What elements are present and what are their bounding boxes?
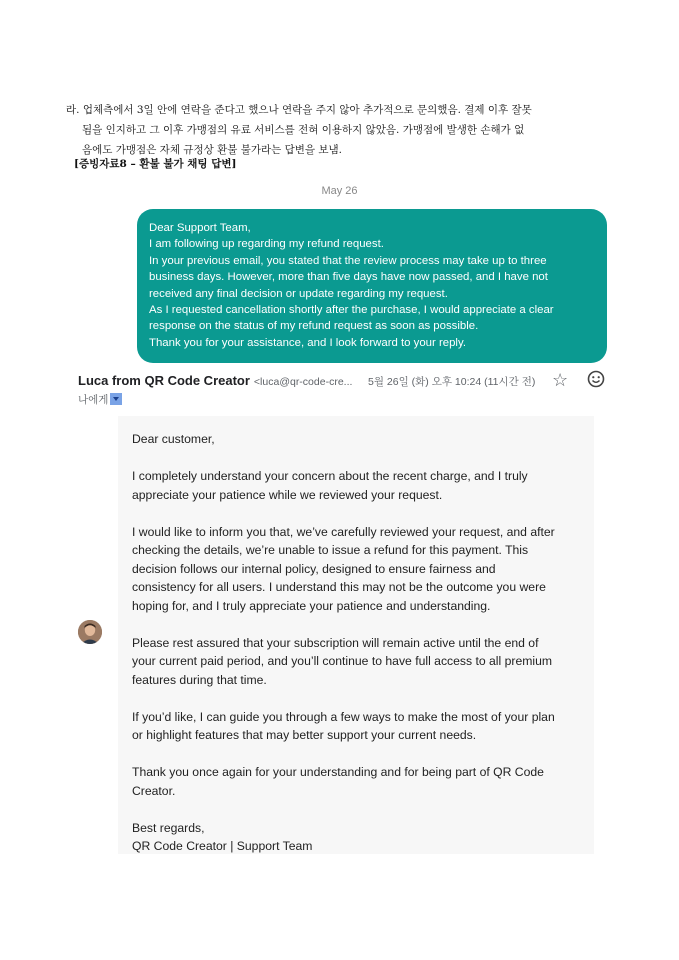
recipient-row	[78, 392, 122, 407]
korean-paragraph	[66, 100, 626, 160]
email-line: I would like to inform you that, we’ve carefully reviewed your request, and after	[132, 524, 555, 539]
message-line: Dear Support Team,	[149, 222, 251, 234]
email-signoff: Best regards,	[132, 820, 205, 835]
message-line: response on the status of my refund request as soon as possible.	[149, 320, 479, 333]
email-line: Creator.	[132, 783, 176, 798]
email-line: hoping for, and I truly appreciate your patience and understanding.	[132, 598, 491, 613]
message-line: I am following up regarding my refund request.	[149, 238, 384, 251]
message-line: As I requested cancellation shortly after the purchase, I would appreciate a clear	[149, 304, 554, 317]
email-line: If you’d like, I can guide you through a few ways to make the most of your plan	[132, 709, 555, 724]
date-separator: May 26	[321, 185, 358, 197]
emoji-reaction-icon[interactable]	[587, 370, 605, 388]
sender-avatar[interactable]	[78, 620, 102, 644]
message-line: business days. However, more than five days have now passed, and I have not	[149, 271, 548, 284]
email-header	[78, 372, 608, 392]
email-line: Dear customer,	[132, 432, 215, 446]
korean-line-1: 라. 업체측에서 3일 안에 연락을 준다고 했으나 연락을 주지 않아 추가적으로 문의했음. 결제 이후 잘못	[66, 104, 532, 116]
email-line: consistency for all users. I understand this may not be the outcome you were	[132, 580, 546, 594]
email-line: Please rest assured that your subscription will remain active until the end of	[132, 635, 539, 650]
sent-message-bubble	[137, 209, 607, 363]
sender-name[interactable]: Luca from QR Code Creator	[78, 373, 250, 388]
email-line: your current paid period, and you’ll continue to have full access to all premium	[132, 654, 553, 668]
message-line: In your previous email, you stated that the review process may take up to three	[149, 254, 547, 267]
star-icon[interactable]: ☆	[552, 370, 569, 390]
recipient-label: 나에게	[78, 394, 109, 406]
email-line: appreciate your patience while we reviewed your request.	[132, 487, 443, 502]
email-body	[118, 416, 594, 854]
korean-line-2: 됨을 인지하고 그 이후 가맹점의 유료 서비스를 전혀 이용하지 않았음. 가맹점에 발생한 손해가 없	[82, 124, 525, 136]
chevron-down-icon[interactable]	[110, 393, 122, 405]
message-line: received any final decision or update regarding my request.	[149, 287, 448, 300]
message-line: Thank you for your assistance, and I look forward to your reply.	[149, 336, 466, 349]
email-timestamp: 5월 26일 (화) 오후 10:24 (11시간 전)	[368, 376, 536, 388]
email-line: checking the details, we’re unable to issue a refund for this payment. This	[132, 543, 529, 557]
korean-line-3: 음에도 가맹점은 자체 규정상 환불 불가라는 답변을 보냄.	[82, 144, 342, 156]
email-line: decision follows our internal policy, designed to ensure fairness and	[132, 561, 496, 576]
email-line: I completely understand your concern about the recent charge, and I truly	[132, 469, 528, 483]
email-line: Thank you once again for your understanding and for being part of QR Code	[132, 765, 544, 779]
sender-email[interactable]: <luca@qr-code-cre...	[253, 376, 353, 388]
email-signature: QR Code Creator | Support Team	[132, 839, 313, 853]
email-line: features during that time.	[132, 672, 267, 687]
evidence-label: [증빙자료8 – 환불 불가 채팅 답변]	[74, 158, 237, 170]
email-line: or highlight features that may better support your current needs.	[132, 728, 477, 742]
